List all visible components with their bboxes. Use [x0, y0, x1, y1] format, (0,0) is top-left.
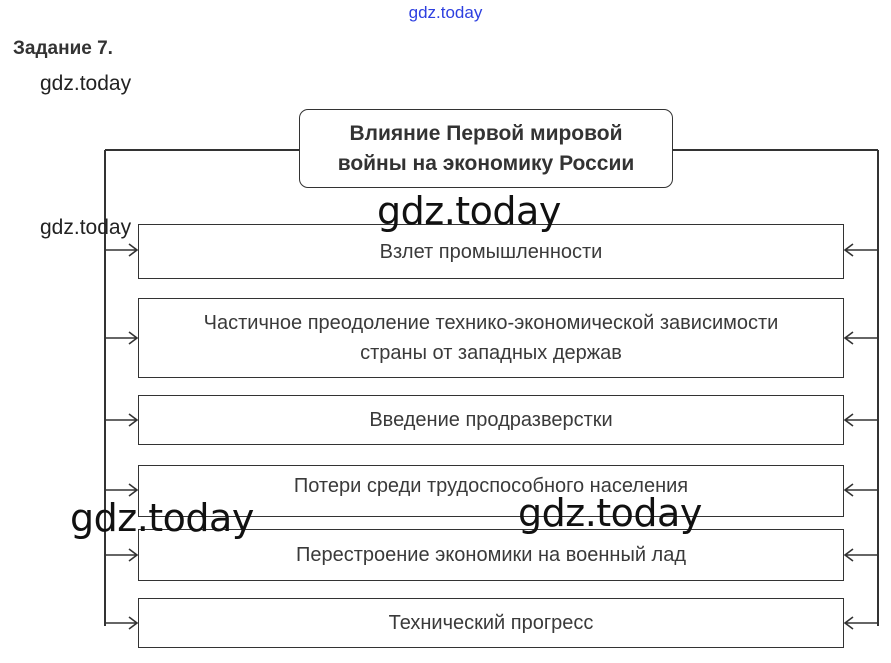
item-label: страны от западных держав [360, 342, 622, 364]
diagram-title-box [299, 109, 673, 188]
task-title: Задание 7. [13, 38, 113, 59]
arrow-right-6 [845, 617, 878, 629]
arrow-right-4 [845, 484, 878, 496]
item-label: Взлет промышленности [379, 240, 603, 263]
arrow-left-2 [105, 332, 137, 344]
watermark-bottom-right: gdz.today [518, 491, 702, 535]
diagram-title-line1: Влияние Первой мировой [349, 121, 623, 145]
arrow-left-1 [105, 244, 137, 256]
arrow-left-6 [105, 617, 137, 629]
arrow-right-2 [845, 332, 878, 344]
arrow-right-5 [845, 549, 878, 561]
item-label: Введение продразверстки [369, 409, 613, 431]
item-box-6 [138, 598, 844, 648]
item-label: Потери среди трудоспособного населения [293, 475, 689, 497]
diagram-title-line2: войны на экономику России [337, 151, 635, 175]
item-label: Частичное преодоление технико-экономической зависимости [203, 312, 779, 334]
watermark-header: gdz.today [40, 72, 132, 95]
item-box-2 [138, 298, 844, 378]
watermark-center: gdz.today [377, 189, 561, 233]
arrow-right-1 [845, 244, 878, 256]
watermark-bottom-left: gdz.today [70, 496, 254, 540]
watermark-left-mid: gdz.today [40, 216, 132, 239]
arrow-left-4 [105, 484, 137, 496]
arrow-left-5 [105, 549, 137, 561]
item-box-3 [138, 395, 844, 445]
item-label: Технический прогресс [388, 612, 594, 634]
arrow-right-3 [845, 414, 878, 426]
arrow-left-3 [105, 414, 137, 426]
item-label: Перестроение экономики на военный лад [295, 544, 687, 566]
watermark-top: gdz.today [408, 3, 483, 22]
